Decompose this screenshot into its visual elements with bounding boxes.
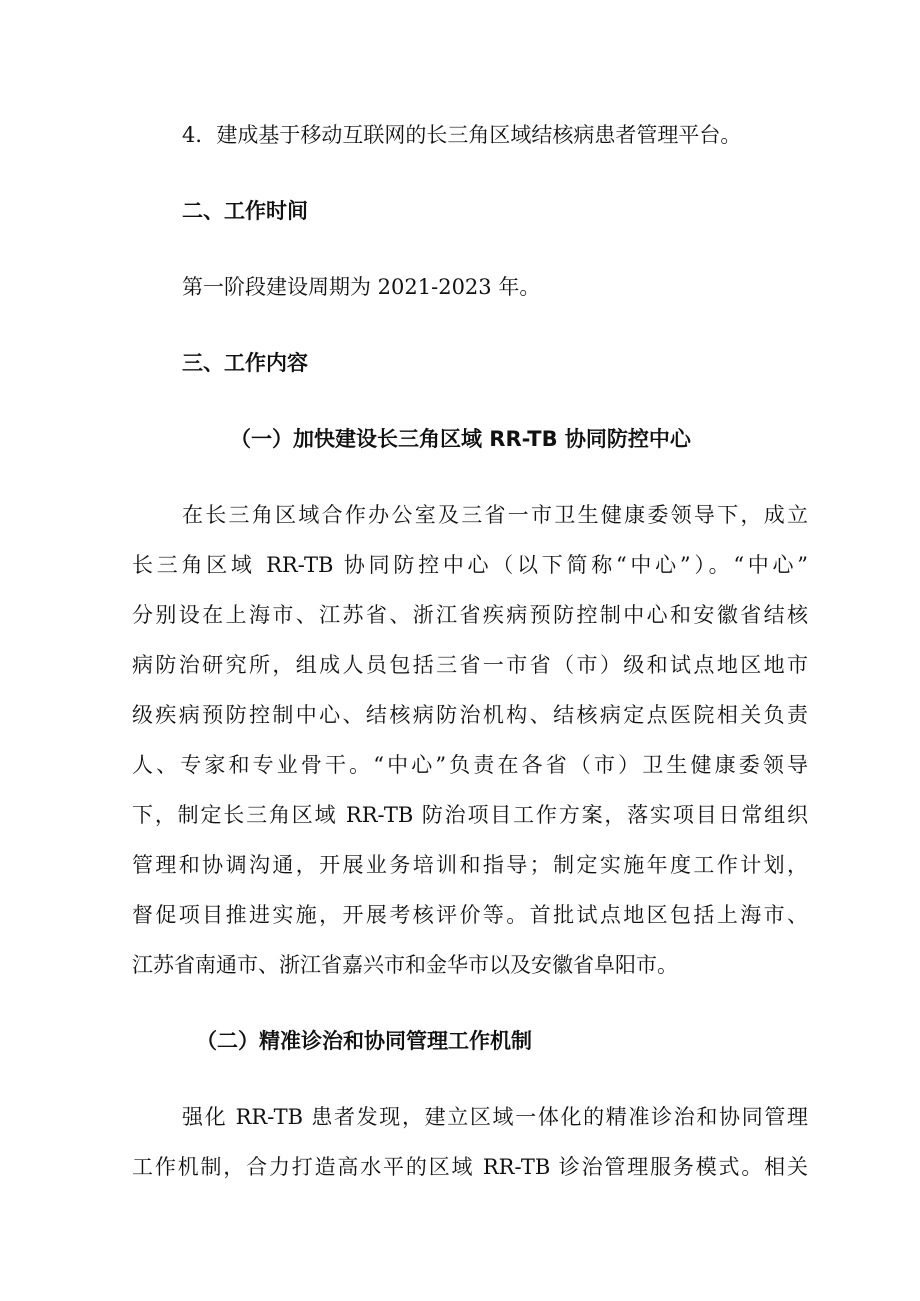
sub2-paragraph-line: 强化 RR-TB 患者发现，建立区域一体化的精准诊治和协同管理 [182, 1105, 808, 1129]
sub1-paragraph-line: 管理和协调沟通，开展业务培训和指导；制定实施年度工作计划， [132, 853, 808, 877]
sub1-paragraph-line: 级疾病预防控制中心、结核病防治机构、结核病定点医院相关负责 [132, 703, 808, 727]
section-2-text: 第一阶段建设周期为 2021-2023 年。 [182, 275, 541, 299]
sub1-paragraph-line: 在长三角区域合作办公室及三省一市卫生健康委领导下，成立 [182, 503, 808, 527]
sub1-paragraph-line: 长三角区域 RR-TB 协同防控中心（以下简称“中心”）。“中心” [132, 553, 808, 577]
item-4-text: 4．建成基于移动互联网的长三角区域结核病患者管理平台。 [182, 123, 742, 147]
subsection-1-heading: （一）加快建设长三角区域 RR-TB 协同防控中心 [230, 427, 691, 451]
section-3-heading: 三、工作内容 [182, 351, 308, 375]
sub1-paragraph-line: 人、专家和专业骨干。“中心”负责在各省（市）卫生健康委领导 [132, 753, 808, 777]
section-2-heading: 二、工作时间 [182, 199, 308, 223]
sub1-paragraph-line: 江苏省南通市、浙江省嘉兴市和金华市以及安徽省阜阳市。 [132, 953, 678, 977]
subsection-2-heading: （二）精准诊治和协同管理工作机制 [196, 1029, 532, 1053]
sub2-paragraph-line: 工作机制，合力打造高水平的区域 RR-TB 诊治管理服务模式。相关 [132, 1155, 808, 1179]
sub1-paragraph-line: 分别设在上海市、江苏省、浙江省疾病预防控制中心和安徽省结核 [132, 603, 808, 627]
sub1-paragraph-line: 督促项目推进实施，开展考核评价等。首批试点地区包括上海市、 [132, 903, 808, 927]
sub1-paragraph-line: 病防治研究所，组成人员包括三省一市省（市）级和试点地区地市 [132, 653, 808, 677]
sub1-paragraph-line: 下，制定长三角区域 RR-TB 防治项目工作方案，落实项目日常组织 [132, 803, 808, 827]
